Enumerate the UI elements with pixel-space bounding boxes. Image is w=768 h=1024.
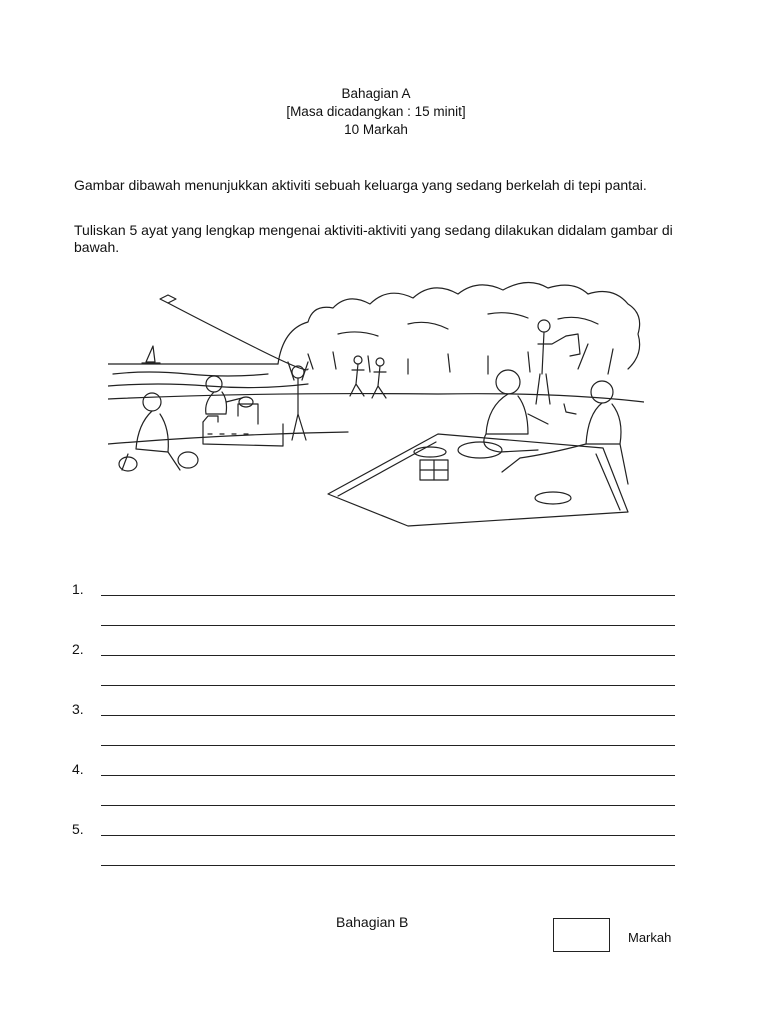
answer-line[interactable] <box>101 625 675 626</box>
total-marks: 10 Markah <box>344 122 408 137</box>
answer-line[interactable] <box>101 775 675 776</box>
instruction-context: Gambar dibawah menunjukkan aktiviti sebuah keluarga yang sedang berkelah di tepi pantai. <box>74 177 647 193</box>
answer-line[interactable] <box>101 745 675 746</box>
mark-label: Markah <box>628 930 672 945</box>
answer-line[interactable] <box>101 865 675 866</box>
beach-picnic-illustration-icon <box>108 274 644 530</box>
next-section-title: Bahagian B <box>336 914 409 930</box>
answer-line[interactable] <box>101 655 675 656</box>
time-suggested: [Masa dicadangkan : 15 minit] <box>286 104 466 119</box>
answer-number: 1. <box>72 581 84 597</box>
answer-number: 2. <box>72 641 84 657</box>
answer-line[interactable] <box>101 805 675 806</box>
answer-number: 4. <box>72 761 84 777</box>
answer-line[interactable] <box>101 595 675 596</box>
answer-number: 3. <box>72 701 84 717</box>
answer-line[interactable] <box>101 715 675 716</box>
answer-number: 5. <box>72 821 84 837</box>
answer-line[interactable] <box>101 685 675 686</box>
answer-line[interactable] <box>101 835 675 836</box>
section-title: Bahagian A <box>341 86 411 101</box>
mark-box[interactable] <box>553 918 610 952</box>
instruction-task: Tuliskan 5 ayat yang lengkap mengenai aktiviti-aktiviti yang sedang dilakukan didalam gambar di bawah. <box>74 222 673 255</box>
